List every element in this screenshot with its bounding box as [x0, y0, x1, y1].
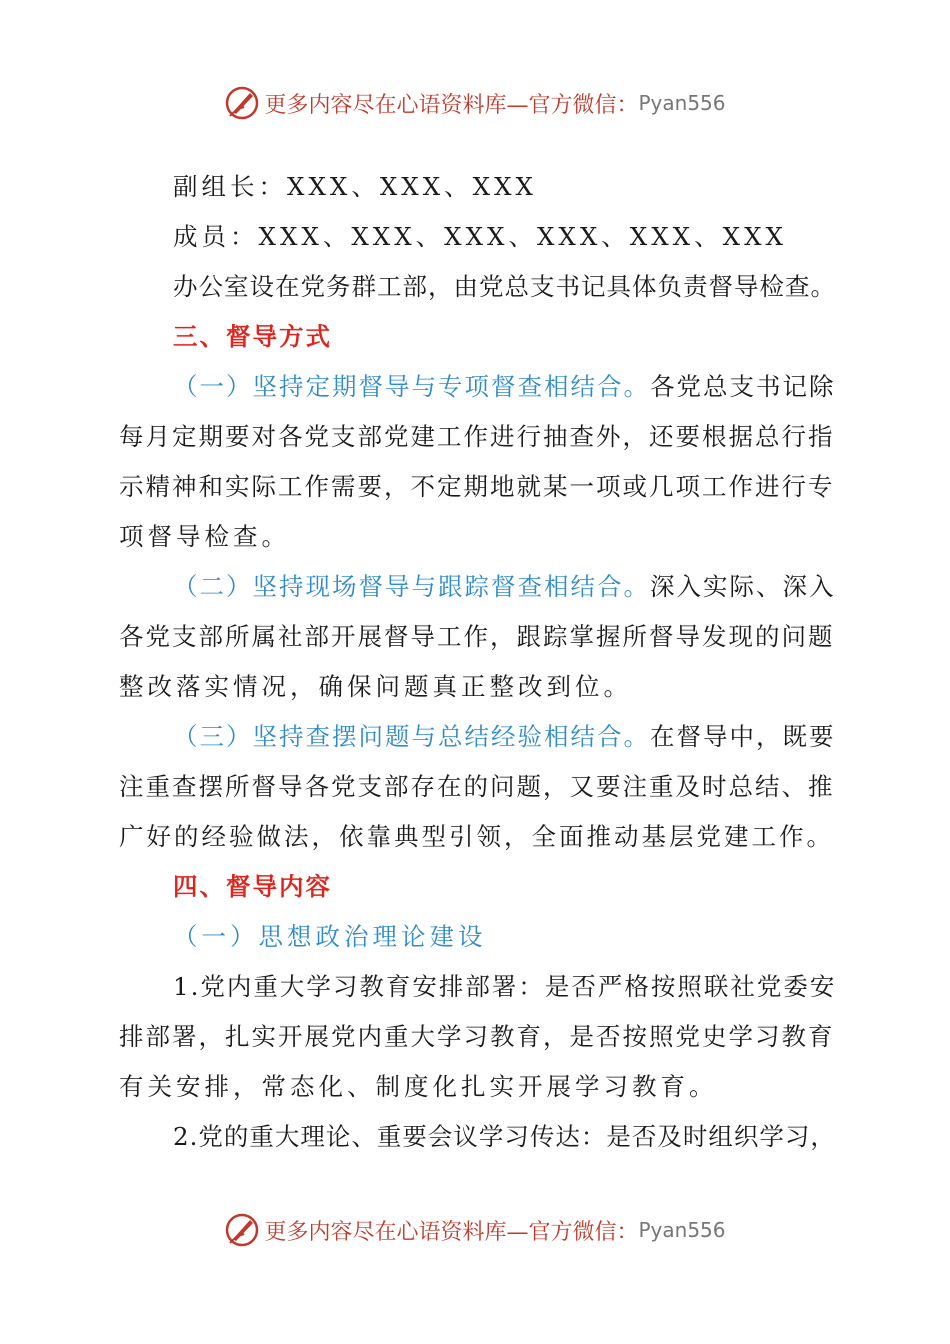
banner-wechat-id: Pyan556 — [638, 91, 726, 115]
quill-pen-logo-icon — [224, 1212, 260, 1248]
paragraph-3-line-2: 注重查摆所督导各党支部存在的问题，又要注重及时总结、推 — [119, 772, 835, 801]
item-1-line-2: 排部署，扎实开展党内重大学习教育，是否按照党史学习教育 — [119, 1022, 835, 1051]
paragraph-2-line-2: 各党支部所属社部开展督导工作，跟踪掌握所督导发现的问题 — [119, 622, 835, 651]
footer-watermark-banner — [0, 1210, 950, 1250]
paragraph-3-text: 在督导中，既要 — [650, 722, 836, 751]
paragraph-3-line-3: 广好的经验做法，依靠典型引领，全面推动基层党建工作。 — [119, 822, 834, 851]
deputy-leader-line: 副组长：XXX、XXX、XXX — [173, 172, 537, 201]
paragraph-3-line-1 — [119, 712, 839, 762]
paragraph-2-text: 深入实际、深入 — [650, 572, 836, 601]
paragraph-1-line-4: 项督导检查。 — [119, 522, 290, 551]
paragraph-1-subheading: （一）坚持定期督导与专项督查相结合。 — [173, 372, 650, 401]
paragraph-1-line-1 — [119, 362, 839, 412]
section-heading-4: 四、督导内容 — [173, 872, 332, 901]
footer-banner-wechat-id: Pyan556 — [638, 1218, 726, 1242]
office-line: 办公室设在党务群工部，由党总支书记具体负责督导检查。 — [173, 272, 836, 301]
paragraph-1-line-3: 示精神和实际工作需要，不定期地就某一项或几项工作进行专 — [119, 472, 835, 501]
item-1-line-3: 有关安排，常态化、制度化扎实开展学习教育。 — [119, 1072, 718, 1101]
item-1-line-1: 1.党内重大学习教育安排部署：是否严格按照联社党委安 — [173, 972, 837, 1001]
subsection-heading-1: （一）思想政治理论建设 — [173, 922, 487, 951]
paragraph-2-line-3: 整改落实情况，确保问题真正整改到位。 — [119, 672, 632, 701]
document-body — [119, 162, 839, 1162]
paragraph-2-line-1 — [119, 562, 839, 612]
section-heading-3: 三、督导方式 — [173, 322, 332, 351]
paragraph-2-subheading: （二）坚持现场督导与跟踪督查相结合。 — [173, 572, 650, 601]
quill-pen-logo-icon — [224, 85, 260, 121]
paragraph-1-line-2: 每月定期要对各党支部党建工作进行抽查外，还要根据总行指 — [119, 422, 835, 451]
paragraph-3-subheading: （三）坚持查摆问题与总结经验相结合。 — [173, 722, 650, 751]
banner-text: 更多内容尽在心语资料库—官方微信： — [264, 92, 639, 118]
header-watermark-banner — [0, 83, 950, 123]
item-2-line-1: 2.党的重大理论、重要会议学习传达：是否及时组织学习， — [173, 1122, 836, 1151]
paragraph-1-text: 各党总支书记除 — [650, 372, 836, 401]
members-line: 成员：XXX、XXX、XXX、XXX、XXX、XXX — [173, 222, 787, 251]
footer-banner-text: 更多内容尽在心语资料库—官方微信： — [264, 1219, 639, 1245]
